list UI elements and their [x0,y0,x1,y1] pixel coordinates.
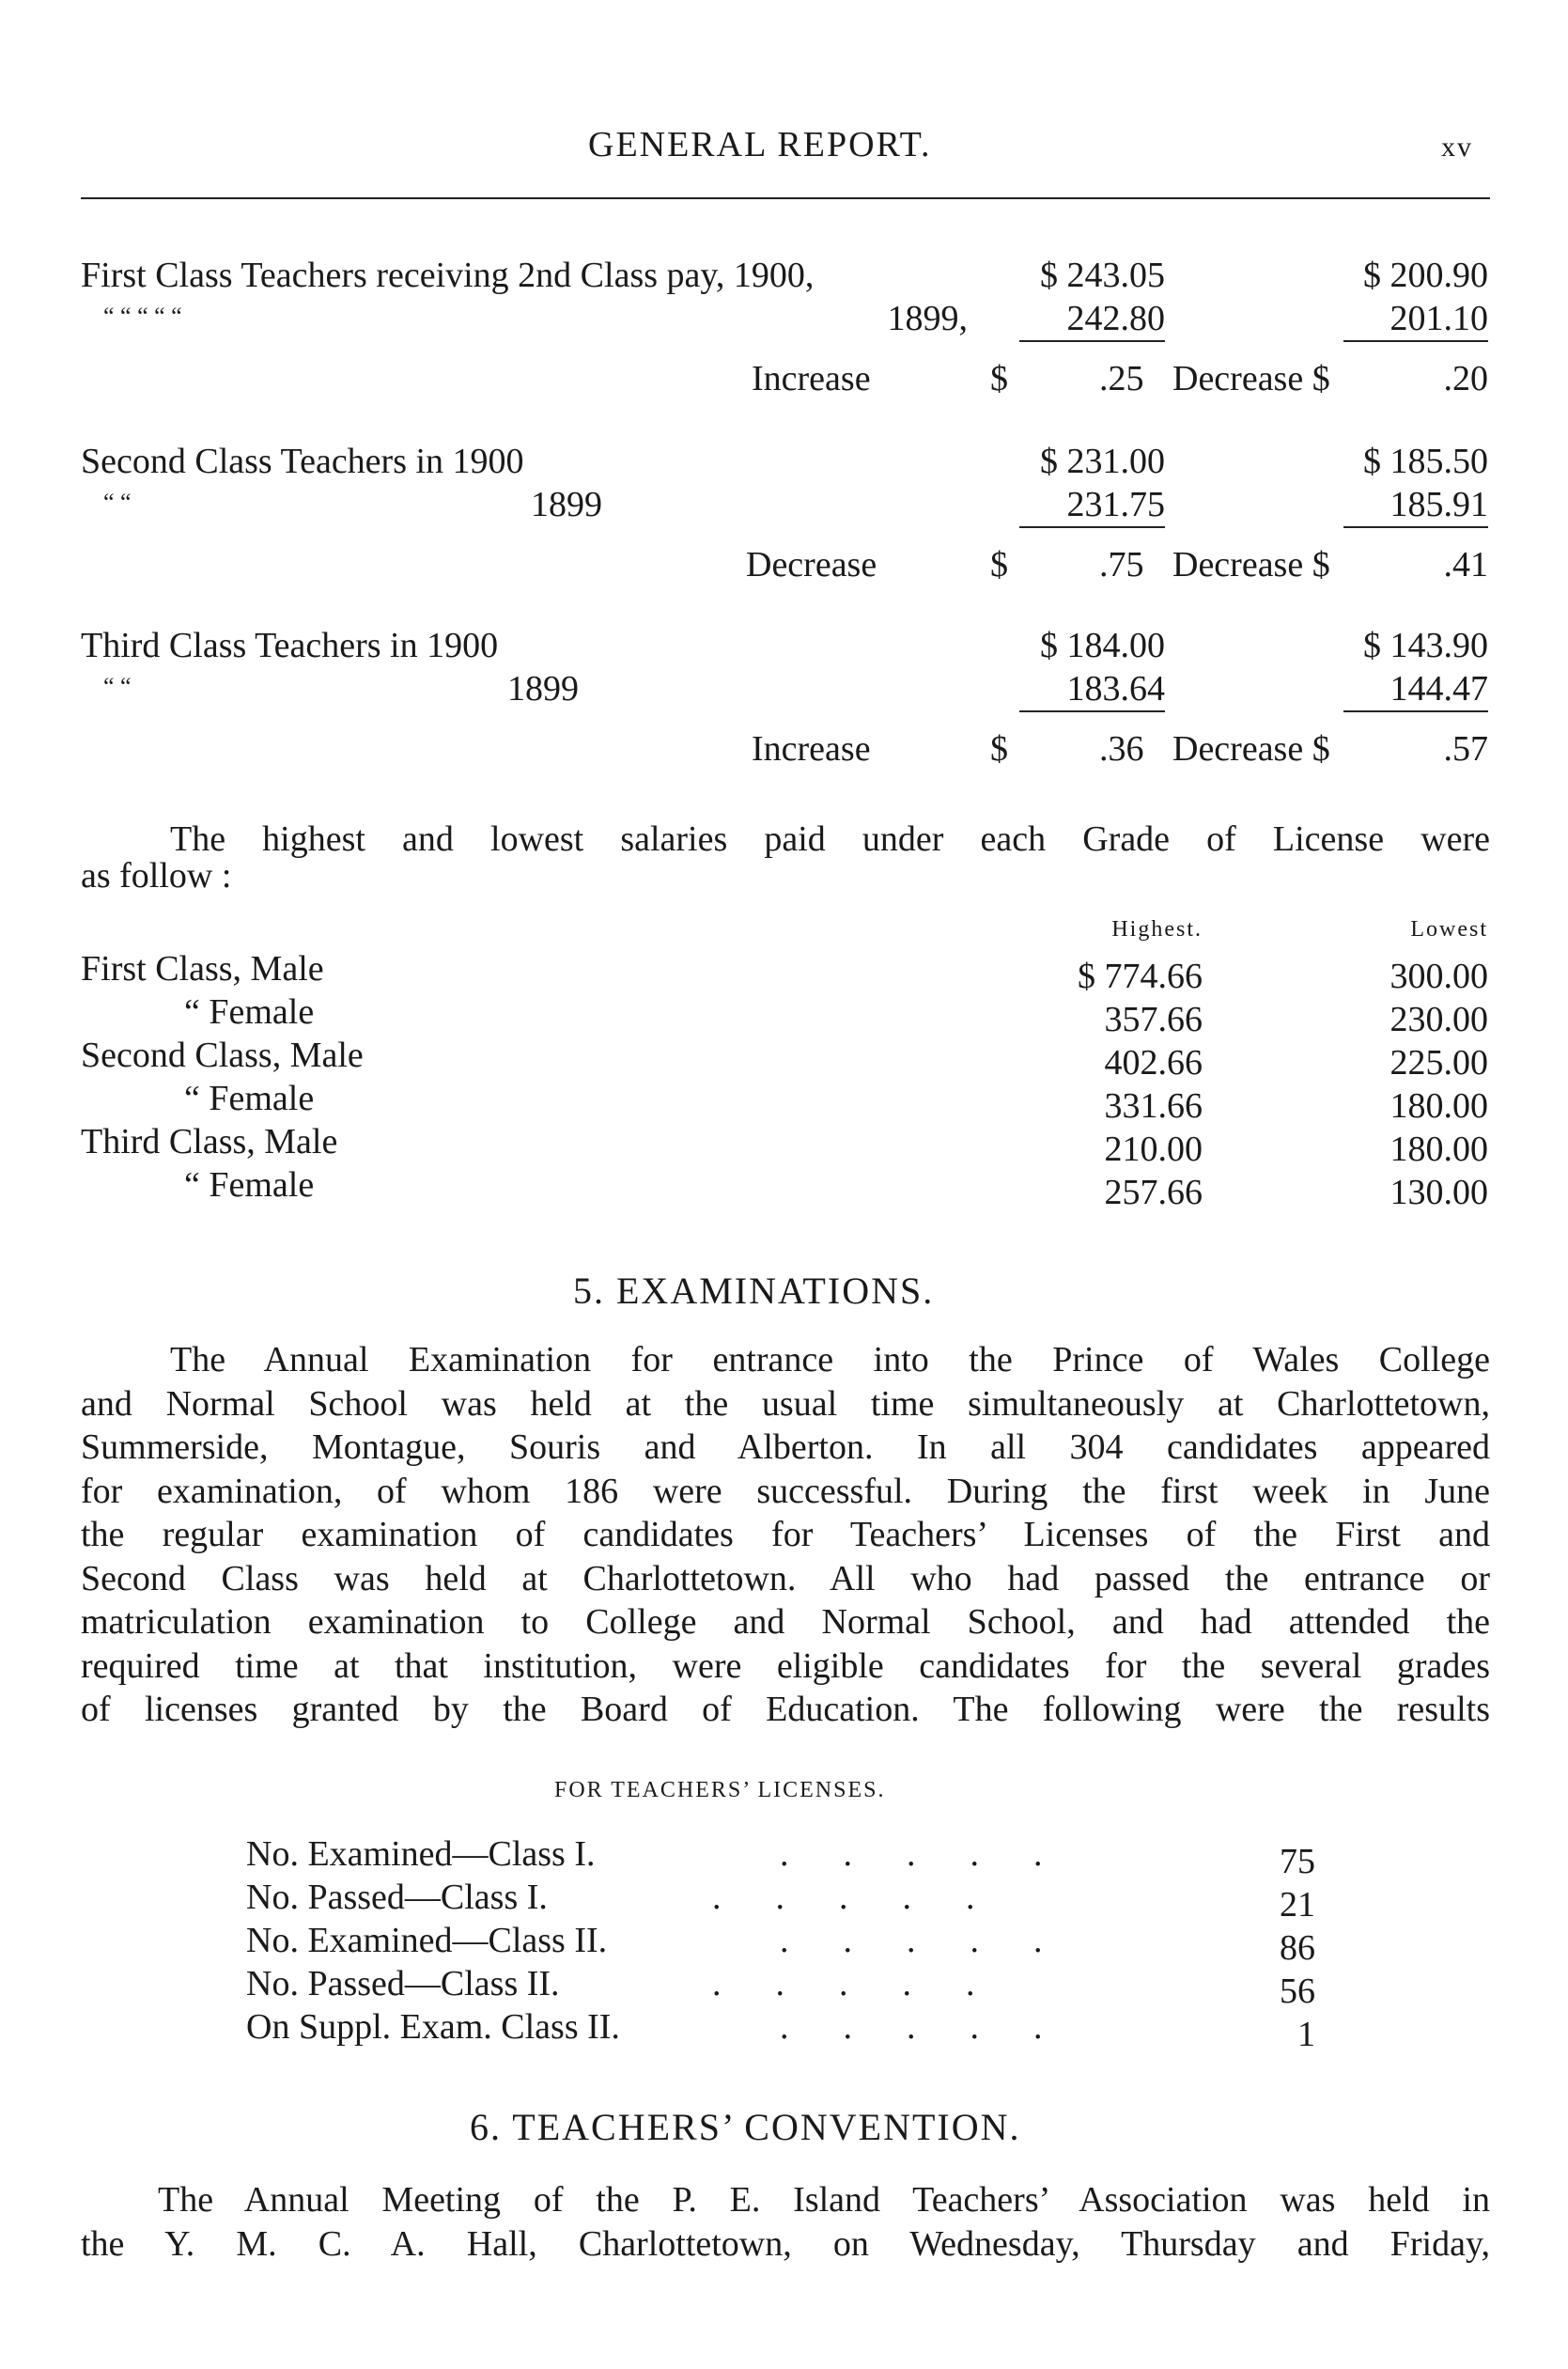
male-salary-1900: $ 231.00 [1040,442,1165,481]
table-cell-lowest: 180.00 [1389,1086,1488,1126]
year-label: 1899 [507,669,579,709]
section-heading-teachers-convention: 6. TEACHERS’ CONVENTION. [470,2106,1021,2148]
table-row-label: Second Class, Male [81,1036,364,1075]
year-label: 1899, [887,299,968,338]
table-cell-lowest: 230.00 [1389,1000,1488,1039]
result-label: No. Examined—Class I. [246,1834,596,1874]
female-salary-1900: $ 185.50 [1363,442,1488,481]
result-label: No. Passed—Class I. [246,1878,548,1917]
paragraph-line: the regular examination of candidates for Teachers’ Licenses of the First and [81,1515,1490,1554]
result-label: On Suppl. Exam. Class II. [246,2007,620,2047]
difference-value: .25 [1099,359,1144,398]
table-cell-lowest: 130.00 [1389,1173,1488,1212]
sum-rule [1019,340,1165,342]
paragraph-line: The highest and lowest salaries paid under each Grade of License were [170,819,1490,859]
table-cell-highest: 402.66 [1104,1043,1203,1083]
first-class-label: First Class Teachers receiving 2nd Class pay, 1900, [81,256,815,295]
female-salary-1900: $ 143.90 [1363,626,1488,665]
paragraph-line: Second Class was held at Charlottetown. All who had passed the entrance or [81,1558,1490,1598]
convention-paragraph [81,2178,1490,2266]
running-header-title: GENERAL REPORT. [588,125,932,164]
male-salary-1900: $ 243.05 [1040,256,1165,295]
difference-value-2: .20 [1443,359,1488,398]
header-rule [81,197,1490,199]
difference-value: .75 [1099,545,1144,584]
difference-value: .36 [1099,729,1144,769]
result-value: 86 [1280,1928,1315,1968]
table-cell-highest: 357.66 [1104,1000,1203,1039]
result-value: 21 [1280,1885,1315,1925]
difference-label-2: Decrease $ [1172,545,1330,584]
paragraph-line: The Annual Examination for entrance into the Prince of Wales College [170,1340,1490,1379]
difference-label: Increase [752,359,871,398]
result-value: 56 [1280,1972,1315,2011]
paragraph-line: and Normal School was held at the usual time simultaneously at Charlottetown, [81,1383,1490,1424]
sum-rule [1019,710,1165,712]
leader-dots: ..... [712,1878,1030,1917]
column-header-lowest: Lowest [1410,917,1488,942]
table-cell-lowest: 225.00 [1389,1043,1488,1083]
table-row-label: “ Female [184,992,315,1032]
table-cell-lowest: 300.00 [1389,957,1488,996]
result-value: 75 [1280,1842,1315,1881]
table-row-label: First Class, Male [81,949,324,989]
paragraph-line: for examination, of whom 186 were successful. During the first week in June [81,1471,1490,1511]
year-label: 1899 [531,485,602,524]
table-cell-highest: 331.66 [1104,1086,1203,1126]
paragraph-line: of licenses granted by the Board of Education. The following were the results [81,1690,1490,1729]
ditto-marks: “ “ [103,673,132,700]
leader-dots: ..... [712,1964,1030,2003]
male-salary-1899: 183.64 [1066,669,1165,709]
paragraph-line: Summerside, Montague, Souris and Alberton. In all 304 candidates appeared [81,1427,1490,1467]
sum-rule [1343,526,1488,528]
male-salary-1899: 231.75 [1066,485,1165,524]
difference-label: Increase [752,729,871,769]
section-heading-examinations: 5. EXAMINATIONS. [573,1270,935,1312]
third-class-label: Third Class Teachers in 1900 [81,626,499,665]
leader-dots: ..... [780,1834,1097,1874]
paragraph-line: the Y. M. C. A. Hall, Charlottetown, on Wednesday, Thursday and Friday, [81,2223,1490,2264]
table-cell-lowest: 180.00 [1389,1130,1488,1169]
paragraph-line: The Annual Meeting of the P. E. Island Teachers’ Association was held in [158,2180,1490,2220]
dollar-sign: $ [990,359,1008,398]
salaries-intro [81,818,1490,897]
difference-label-2: Decrease $ [1172,729,1330,769]
dollar-sign: $ [990,729,1008,769]
result-label: No. Passed—Class II. [246,1964,560,2003]
table-row-label: “ Female [184,1165,315,1205]
dollar-sign: $ [990,545,1008,584]
difference-label: Decrease [746,545,877,584]
licenses-subheading: FOR TEACHERS’ LICENSES. [554,1778,886,1802]
second-class-label: Second Class Teachers in 1900 [81,442,524,481]
female-salary-1900: $ 200.90 [1363,256,1488,295]
female-salary-1899: 201.10 [1389,299,1488,338]
table-cell-highest: 210.00 [1104,1130,1203,1169]
male-salary-1900: $ 184.00 [1040,626,1165,665]
paragraph-line: matriculation examination to College and Normal School, and had attended the [81,1602,1490,1642]
page-number: xv [1441,132,1473,163]
ditto-marks: “ “ “ “ “ [103,303,182,330]
sum-rule [1019,526,1165,528]
sum-rule [1343,710,1488,712]
table-cell-highest: 257.66 [1104,1173,1203,1212]
sum-rule [1343,340,1488,342]
leader-dots: ..... [780,1921,1097,1960]
paragraph-line: required time at that institution, were eligible candidates for the several grades [81,1645,1490,1686]
male-salary-1899: 242.80 [1066,299,1165,338]
table-row-label: “ Female [184,1079,315,1118]
ditto-marks: “ “ [103,489,132,516]
leader-dots: ..... [780,2007,1097,2047]
difference-value-2: .41 [1443,545,1488,584]
table-row-label: Third Class, Male [81,1122,338,1161]
difference-value-2: .57 [1443,729,1488,769]
column-header-highest: Highest. [1111,917,1203,942]
result-label: No. Examined—Class II. [246,1921,608,1960]
paragraph-line: as follow : [81,855,232,896]
difference-label-2: Decrease $ [1172,359,1330,398]
examinations-paragraph [81,1338,1490,1732]
female-salary-1899: 185.91 [1389,485,1488,524]
result-value: 1 [1297,2015,1315,2054]
female-salary-1899: 144.47 [1389,669,1488,709]
table-cell-highest: $ 774.66 [1078,957,1203,996]
